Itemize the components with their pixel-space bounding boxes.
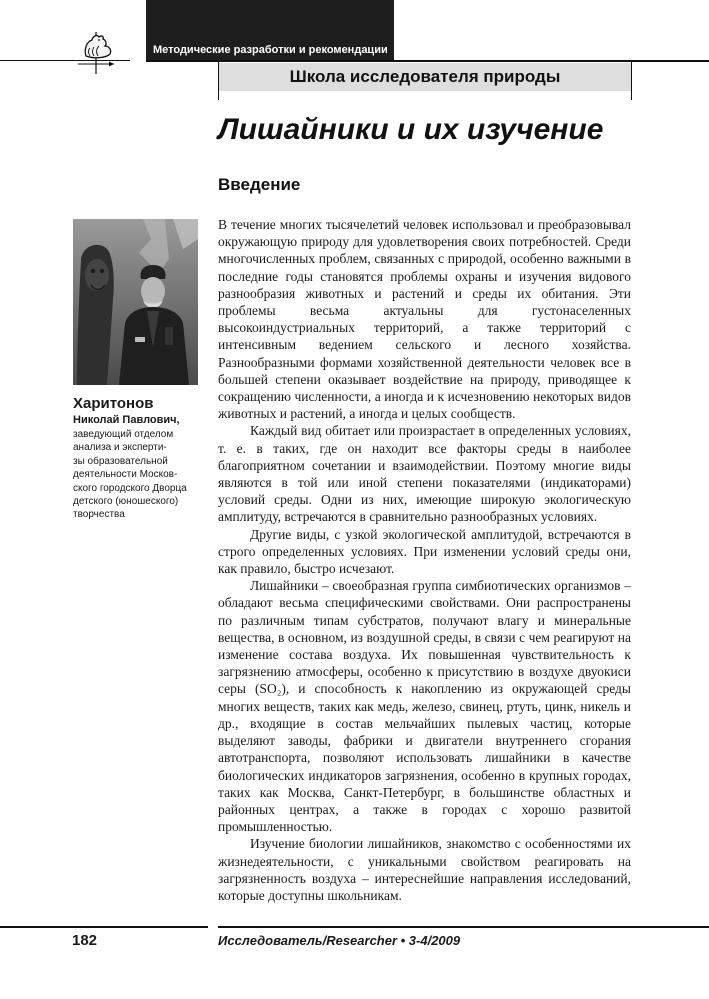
footer-rule-right — [218, 926, 709, 928]
author-surname: Харитонов — [73, 395, 154, 412]
author-photo — [73, 219, 198, 385]
body-paragraph: В течение многих тысячелетий человек использовал и преобразовывал окружающую природу для удовлетворения своих потребностей. Среди многочисленных проблем, связанных с природой, особенно важными в последние годы становятся проблемы охраны и изучения видового разнообразия животных и растений и среды их обитания. Эти проблемы весьма актуальны для густонаселенных высокоиндустриальных территорий, а также территорий с интенсивным ведением сельского и лесного хозяйства. Разнообразными формами хозяйственной деятельности человек все в большей степени оказывает воздействие на природу, приводящее к сокращению численности, а иногда и к исчезновению некоторых видов животных и растений, а иногда и целых сообществ. — [218, 217, 631, 422]
body-paragraph: Лишайники – своеобразная группа симбиотических организмов – обладают весьма специфическими свойствами. Они распространены по различным типам субстратов, получают влагу и минеральные вещества, в основном, из воздушной среды, в связи с чем реагируют на изменение состава воздуха. Их повышенная чувствительность к загрязнению атмосферы, особенно к присутствию в воздухе двуокиси серы (SO₂), и способность к накоплению из окружающей среды многих веществ, таких как медь, железо, свинец, ртуть, цинк, никель и др., входящие в состав мельчайших пылевых частиц, которые выделяют заводы, фабрики и двигатели внутреннего сгорания автотранспорта, позволяют использовать лишайники в качестве биологических индикаторов загрязнения, особенно в крупных городах, таких как Москва, Санкт-Петербург, в большинстве областных и районных центрах, а также в городах с хорошо развитой промышленностью. — [218, 578, 631, 835]
author-name: Николай Павлович, — [73, 414, 180, 426]
rooster-weathervane-icon — [68, 26, 124, 74]
journal-footer: Исследователь/Researcher • 3-4/2009 — [218, 933, 461, 948]
section-heading: Введение — [218, 175, 301, 194]
header-rule — [146, 60, 709, 62]
author-description-line: деятельности Москов- — [73, 469, 178, 481]
article-title: Лишайники и их изучение — [218, 113, 604, 146]
author-description-line: ского городского Дворца — [73, 482, 187, 494]
section-band-right-edge — [631, 62, 632, 100]
author-description — [73, 428, 203, 522]
author-description-line: анализа и эксперти- — [73, 442, 167, 454]
author-description-line: заведующий отделом — [73, 429, 174, 440]
author-description-line: зы образовательной — [73, 455, 168, 467]
footer-rule-left — [0, 926, 208, 928]
author-description-line: детского (юношеского) — [73, 496, 179, 508]
author-description-line: творчества — [73, 509, 125, 521]
series-label: Методические разработки и рекомендации — [153, 44, 388, 56]
body-paragraph: Изучение биологии лишайников, знакомство с особенностями их жизнедеятельности, с уникальными свойством реагировать на загрязненность воздуха – интереснейшие направления исследований, которые доступны школьникам. — [218, 836, 631, 903]
body-paragraph: Другие виды, с узкой экологической амплитудой, встречаются в строго определенных условиях. При изменении условий среды они, как правило, быстро исчезают. — [218, 526, 631, 577]
page-number: 182 — [72, 932, 98, 949]
article-body — [218, 216, 631, 904]
section-title: Школа исследователя природы — [289, 67, 561, 86]
body-paragraph: Каждый вид обитает или произрастает в определенных условиях, т. е. в таких, где он находит все факторы среды в наиболее благоприятном сочетании и взаимодействии. Поэтому многие виды являются в той или иной степени показателями (индикаторами) условий среды. Одни из них, имеющие широкую экологическую амплитуду, встречаются в сравнительно разнообразных условиях. — [218, 423, 631, 525]
